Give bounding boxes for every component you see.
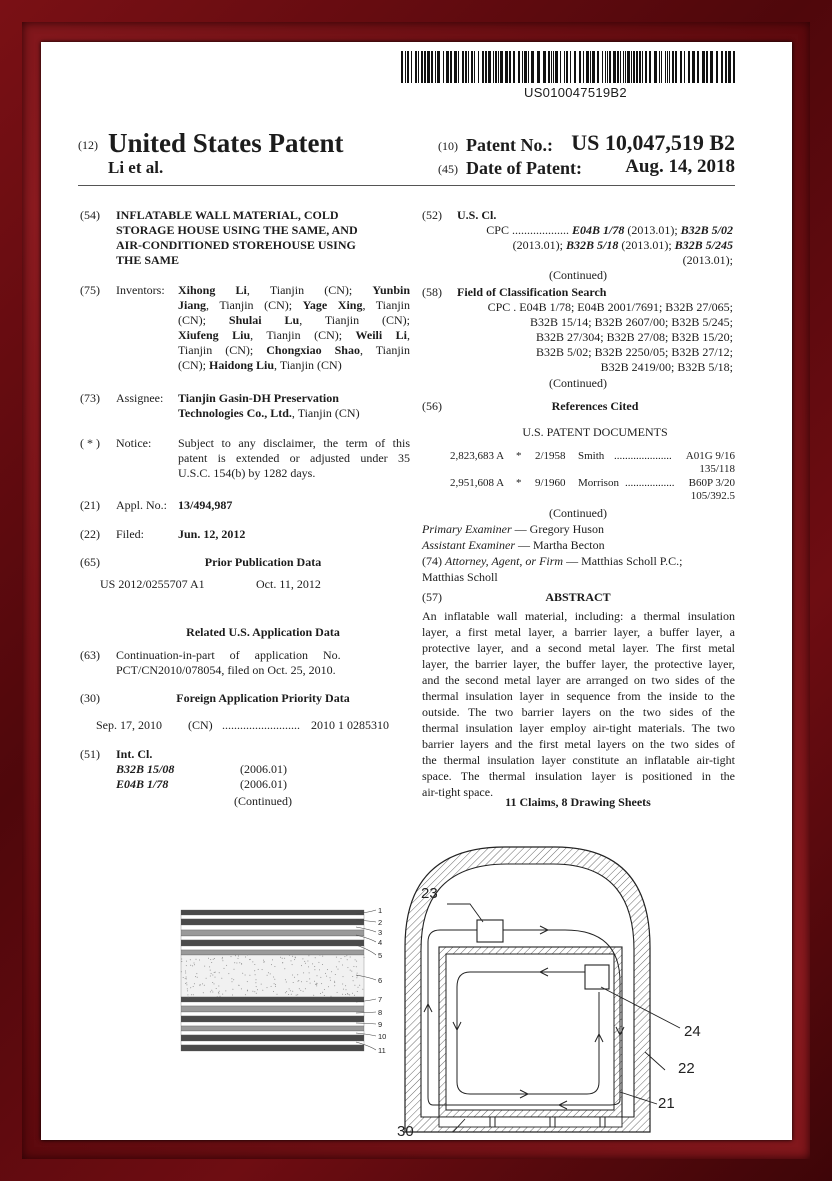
layer-label-10: 10 bbox=[378, 1032, 387, 1041]
assignee-line: Technologies Co., Ltd., Tianjin (CN) bbox=[178, 406, 360, 420]
abstract-heading: ABSTRACT bbox=[545, 590, 611, 604]
intcl-ver-1: (2006.01) bbox=[240, 762, 287, 776]
inventors-list bbox=[178, 283, 410, 373]
code-51: (51) bbox=[80, 747, 100, 761]
cpc-line: CPC ................... E04B 1/78 (2013.01); B32B 5/02 bbox=[486, 223, 733, 237]
notice-line: U.S.C. 154(b) by 1282 days. bbox=[178, 466, 316, 480]
date-label: Date of Patent: bbox=[466, 158, 582, 178]
ref-2-date: 9/1960 bbox=[535, 477, 566, 489]
code-75: (75) bbox=[80, 283, 100, 297]
code-10: (10) bbox=[438, 139, 458, 153]
foreign-dots: .......................... bbox=[222, 718, 300, 732]
inventors-line: Jiang, Tianjin (CN); Yage Xing, Tianjin bbox=[178, 298, 410, 312]
abstract-line: layer, a first metal layer, a barrier layer, a buffer layer, a bbox=[422, 625, 735, 639]
house-label-23: 23 bbox=[421, 885, 438, 902]
uspd-heading: U.S. PATENT DOCUMENTS bbox=[522, 425, 668, 439]
barcode bbox=[401, 51, 735, 83]
notice-line: Subject to any disclaimer, the term of this bbox=[178, 436, 410, 450]
intcl-continued: (Continued) bbox=[234, 794, 292, 808]
inventors-line: (CN); Haidong Liu, Tianjin (CN) bbox=[178, 358, 342, 372]
foreign-country: (CN) bbox=[188, 718, 213, 732]
code-58: (58) bbox=[422, 285, 442, 299]
ref-1-date: 2/1958 bbox=[535, 450, 566, 462]
code-54: (54) bbox=[80, 208, 100, 222]
layer-label-1: 1 bbox=[378, 906, 383, 915]
foreign-app-no: 2010 1 0285310 bbox=[311, 718, 389, 732]
field-continued: (Continued) bbox=[549, 376, 607, 390]
assignee bbox=[178, 391, 410, 421]
layer-label-3: 3 bbox=[378, 928, 383, 937]
patent-no-label: Patent No.: bbox=[466, 135, 553, 155]
refs-heading: References Cited bbox=[551, 399, 639, 413]
code-45: (45) bbox=[438, 162, 458, 176]
inventors-line: Tianjin (CN); Chongxiao Shao, Tianjin bbox=[178, 343, 410, 357]
uscl-continued: (Continued) bbox=[549, 268, 607, 282]
code-30: (30) bbox=[80, 691, 100, 705]
prior-pub-heading: Prior Publication Data bbox=[204, 555, 322, 569]
barcode-number: US010047519B2 bbox=[524, 85, 627, 100]
prior-pub-date: Oct. 11, 2012 bbox=[256, 577, 321, 591]
related-text bbox=[116, 648, 410, 678]
ref-2-name: Morrison bbox=[578, 477, 619, 489]
ref-1-no: 2,823,683 A bbox=[450, 450, 505, 462]
intcl-code-2: E04B 1/78 bbox=[116, 777, 169, 791]
cpc-line: (2013.01); B32B 5/18 (2013.01); B32B 5/245 bbox=[512, 238, 733, 252]
examiners bbox=[422, 521, 734, 585]
code-63: (63) bbox=[80, 648, 100, 662]
cpc-line: (2013.01); bbox=[682, 253, 733, 267]
abstract-line: air-tight space. bbox=[422, 785, 494, 799]
abstract-line: layer, the barrier layer, the buffer layer, the protective layer, bbox=[422, 657, 735, 671]
notice-label: Notice: bbox=[116, 436, 152, 450]
appl-label: Appl. No.: bbox=[116, 498, 167, 512]
ref-1-name: Smith bbox=[578, 450, 605, 462]
code-22: (22) bbox=[80, 527, 100, 541]
inventors-line: Xihong Li, Tianjin (CN); Yunbin bbox=[178, 283, 411, 297]
field-line: B32B 15/14; B32B 2607/00; B32B 5/245; bbox=[529, 315, 733, 329]
field-line: B32B 27/304; B32B 27/08; B32B 15/20; bbox=[535, 330, 733, 344]
appl-no: 13/494,987 bbox=[178, 498, 233, 512]
examiner-line: (74) Attorney, Agent, or Firm — Matthias Scholl P.C.; bbox=[422, 554, 683, 568]
code-21: (21) bbox=[80, 498, 100, 512]
examiner-line: Matthias Scholl bbox=[422, 570, 498, 584]
notice-line: patent is extended or adjusted under 35 bbox=[178, 451, 410, 465]
code-57: (57) bbox=[422, 590, 442, 604]
layer-label-7: 7 bbox=[378, 995, 383, 1004]
layer-label-11: 11 bbox=[378, 1046, 386, 1055]
layer-label-6: 6 bbox=[378, 976, 383, 985]
examiner-line: Assistant Examiner — Martha Becton bbox=[422, 538, 605, 552]
abstract-line: and the second metal layer are arranged on two sides of the bbox=[422, 673, 735, 687]
layer-label-4: 4 bbox=[378, 938, 383, 947]
layer-label-8: 8 bbox=[378, 1008, 383, 1017]
field-line: B32B 5/02; B32B 2250/05; B32B 27/12; bbox=[535, 345, 733, 359]
patent-no: US 10,047,519 B2 bbox=[571, 130, 735, 155]
layer-label-2: 2 bbox=[378, 918, 383, 927]
ref-2-no: 2,951,608 A bbox=[450, 477, 505, 489]
invention-title bbox=[116, 208, 406, 268]
ref-1-dots: ..................... bbox=[614, 450, 672, 462]
claims-summary: 11 Claims, 8 Drawing Sheets bbox=[505, 795, 651, 809]
house-label-21: 21 bbox=[658, 1095, 675, 1112]
ref-2-dots: .................. bbox=[625, 477, 675, 489]
storehouse-figure bbox=[395, 842, 725, 1140]
field-line: B32B 2419/00; B32B 5/18; bbox=[600, 360, 733, 374]
title-line: THE SAME bbox=[116, 253, 180, 267]
title-line: AIR-CONDITIONED STOREHOUSE USING bbox=[116, 238, 356, 252]
ref-2-class2: 105/392.5 bbox=[690, 490, 735, 502]
inventor-short: Li et al. bbox=[108, 158, 164, 177]
inventors-line: Xiufeng Liu, Tianjin (CN); Weili Li, bbox=[178, 328, 410, 342]
field-line: CPC . E04B 1/78; E04B 2001/7691; B32B 27/065; bbox=[487, 300, 733, 314]
house-label-22: 22 bbox=[678, 1060, 695, 1077]
ref-2-class: B60P 3/20 bbox=[688, 477, 735, 489]
patent-page bbox=[41, 42, 792, 1140]
abstract-line: outside. The two barrier layers on the two sides of the bbox=[422, 705, 735, 719]
assignee-label: Assignee: bbox=[116, 391, 164, 405]
date-of-patent: Aug. 14, 2018 bbox=[625, 156, 735, 177]
inventors-label: Inventors: bbox=[116, 283, 165, 297]
doc-type: United States Patent bbox=[108, 128, 344, 158]
examiner-line: Primary Examiner — Gregory Huson bbox=[422, 522, 604, 536]
related-line: PCT/CN2010/078054, filed on Oct. 25, 2010. bbox=[116, 663, 336, 677]
abstract-line: space. The thermal insulation layer is positioned in the bbox=[422, 769, 735, 783]
abstract-line: barrier layers and the first metal layers on the two sides of bbox=[422, 737, 735, 751]
uscl-heading: U.S. Cl. bbox=[457, 208, 497, 222]
layer-label-9: 9 bbox=[378, 1020, 383, 1029]
abstract-line: thermal insulation layer employ air-tight materials. The two bbox=[422, 721, 735, 735]
intcl-code-1: B32B 15/08 bbox=[116, 762, 175, 776]
ref-2-star: * bbox=[516, 477, 522, 489]
intcl-heading: Int. Cl. bbox=[116, 747, 153, 761]
abstract-line: protective layer, and a second metal layer. The first metal bbox=[422, 641, 735, 655]
code-52: (52) bbox=[422, 208, 442, 222]
house-label-24: 24 bbox=[684, 1023, 701, 1040]
refs-continued: (Continued) bbox=[549, 506, 607, 520]
ref-1-class: A01G 9/16 bbox=[685, 450, 735, 462]
code-56: (56) bbox=[422, 399, 442, 413]
header-rule bbox=[78, 185, 735, 186]
abstract-line: the thermal insulation layer constitute an inflatable air-tight bbox=[422, 753, 735, 767]
filed-label: Filed: bbox=[116, 527, 145, 541]
house-label-30: 30 bbox=[397, 1123, 414, 1140]
code-65: (65) bbox=[80, 555, 100, 569]
code-73: (73) bbox=[80, 391, 100, 405]
abstract-line: thermal insulation layer in sequence from the inside to the bbox=[422, 689, 735, 703]
title-line: STORAGE HOUSE USING THE SAME, AND bbox=[116, 223, 358, 237]
intcl-ver-2: (2006.01) bbox=[240, 777, 287, 791]
ref-1-class2: 135/118 bbox=[699, 463, 735, 475]
abstract-text bbox=[422, 608, 735, 800]
abstract-line: An inflatable wall material, including: a thermal insulation bbox=[422, 609, 735, 623]
foreign-date: Sep. 17, 2010 bbox=[96, 718, 162, 732]
title-line: INFLATABLE WALL MATERIAL, COLD bbox=[116, 208, 339, 222]
prior-pub-no: US 2012/0255707 A1 bbox=[100, 577, 205, 591]
related-line: Continuation-in-part of application No. bbox=[116, 648, 341, 662]
cpc-classes bbox=[447, 223, 733, 268]
foreign-heading: Foreign Application Priority Data bbox=[176, 691, 350, 705]
filed-date: Jun. 12, 2012 bbox=[178, 527, 246, 541]
notice-text bbox=[178, 436, 410, 481]
assignee-line: Tianjin Gasin-DH Preservation bbox=[178, 391, 339, 405]
related-heading: Related U.S. Application Data bbox=[186, 625, 340, 639]
field-heading: Field of Classification Search bbox=[457, 285, 607, 299]
code-notice: ( * ) bbox=[80, 436, 100, 450]
code-12: (12) bbox=[78, 138, 98, 152]
ref-1-star: * bbox=[516, 450, 522, 462]
wall-layers-figure bbox=[126, 906, 387, 1078]
inventors-line: (CN); Shulai Lu, Tianjin (CN); bbox=[178, 313, 411, 327]
layer-label-5: 5 bbox=[378, 951, 383, 960]
field-classes bbox=[447, 300, 733, 375]
